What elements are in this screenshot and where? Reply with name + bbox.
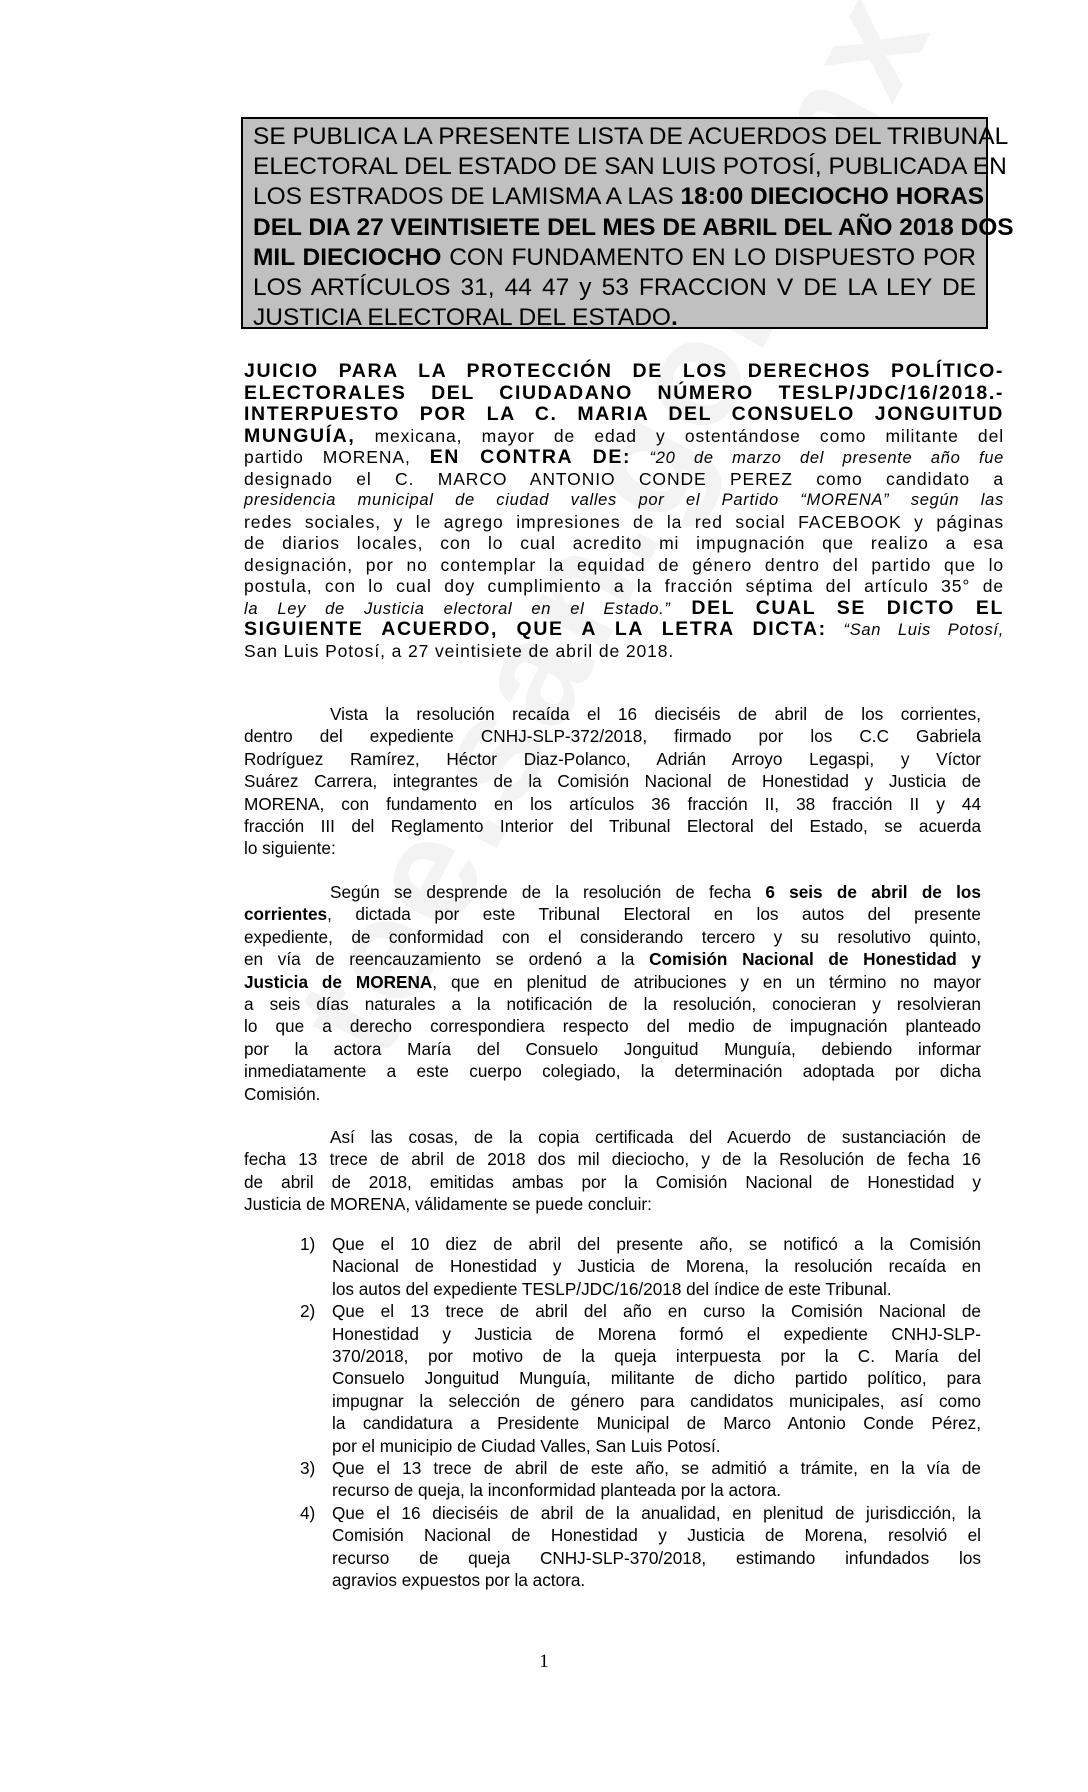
paragraph-line [244, 748, 981, 770]
text-run: inmediatamente a este cuerpo colegiado, la determinación adoptada por dicha [244, 1061, 981, 1082]
text-run: lo siguiente: [244, 838, 336, 859]
case-line [244, 447, 1004, 469]
text-run: en vía de reencauzamiento se ordenó a la [244, 949, 650, 970]
list-item-line: Que el 13 trece de abril de este año, se admitió a trámite, en la vía de [332, 1458, 981, 1479]
bold-text: 6 seis de abril de los [765, 882, 981, 902]
case-line [244, 598, 1004, 620]
text-run: Según se desprende de la resolución de fecha [330, 882, 766, 902]
paragraph-line [244, 1060, 981, 1082]
list-item-number: 3) [300, 1458, 316, 1479]
text-run: DEL CUAL SE DICTO EL [670, 596, 1004, 619]
case-line [244, 619, 1004, 641]
case-line [244, 383, 1004, 405]
notice-line [253, 213, 1014, 243]
case-summary [244, 361, 1004, 662]
text-run: partido MORENA, [244, 447, 430, 467]
text-run: mexicana, mayor de edad y ostentándose como militante del [355, 425, 1004, 446]
paragraph-line [244, 1126, 981, 1148]
text-run: ELECTORAL DEL ESTADO DE SAN LUIS POTOSÍ, PUBLICADA EN [253, 153, 1007, 181]
text-run: postula, con lo cual doy cumplimiento a la fracción séptima del artículo 35° de [244, 576, 1004, 596]
notice-line [253, 122, 1009, 152]
text-run: JUSTICIA ELECTORAL DEL ESTADO [253, 304, 671, 332]
text-run: SE PUBLICA LA PRESENTE LISTA DE ACUERDOS DEL TRIBUNAL [253, 123, 1009, 150]
paragraph-line [244, 770, 981, 792]
paragraph-line [244, 948, 981, 970]
list-item-line: Que el 10 diez de abril del presente año, se notificó a la Comisión [332, 1234, 981, 1254]
list-item-number: 2) [300, 1301, 316, 1322]
notice-line [253, 243, 976, 273]
paragraph-line [244, 837, 981, 859]
list-item-line: recurso de queja, la inconformidad planteada por la actora. [332, 1480, 782, 1501]
paragraph-line [244, 1083, 981, 1105]
paragraph-line [244, 1015, 981, 1037]
text-run: designación, por no contemplar la equidad de género dentro del partido que lo [244, 554, 1004, 575]
text-run: designado el C. MARCO ANTONIO CONDE PEREZ como candidato a [244, 468, 1004, 489]
list-item [244, 1502, 981, 1592]
bold-text: Justicia de MORENA [244, 971, 433, 992]
bold-text: MIL DIECIOCHO [253, 243, 442, 271]
text-run: “20 de marzo del presente año fue [631, 449, 1004, 467]
list-item-line: Que el 13 trece de abril del año en curso la Comisión Nacional de [332, 1301, 981, 1322]
paragraph-line [244, 1148, 981, 1170]
paragraph [244, 1126, 981, 1216]
notice-line [253, 182, 985, 212]
list-item-line: Nacional de Honestidad y Justicia de Morena, la resolución recaída en [332, 1256, 981, 1277]
case-line [244, 512, 1004, 534]
text-run: dentro del expediente CNHJ-SLP-372/2018, firmado por los C.C Gabriela [244, 726, 981, 747]
text-run: Vista la resolución recaída el 16 dieciséis de abril de los corrientes, [330, 704, 981, 724]
text-run: “San Luis Potosí, [826, 621, 1004, 639]
list-item-line: Comisión Nacional de Honestidad y Justicia de Morena, resolvió el [332, 1525, 981, 1546]
text-run: SIGUIENTE ACUERDO, QUE A LA LETRA DICTA: [244, 618, 827, 640]
list-item-number: 1) [300, 1234, 316, 1254]
text-run: presidencia municipal de ciudad valles por el Partido “MORENA” según las [244, 491, 1004, 509]
bold-text: DEL DIA 27 VEINTISIETE DEL MES DE ABRIL DEL AÑO 2018 DOS [253, 213, 1014, 241]
list-item [244, 1457, 981, 1502]
case-line [244, 533, 1004, 555]
text-run: JUICIO PARA LA PROTECCIÓN DE LOS DERECHOS POLÍTICO- [244, 360, 1004, 382]
text-run: MORENA, con fundamento en los artículos 36 fracción II, 38 fracción II y 44 [244, 793, 981, 814]
text-run: CON FUNDAMENTO EN LO DISPUESTO POR [441, 243, 977, 271]
text-run: lo que a derecho correspondiera respecto del medio de impugnación planteado [244, 1016, 981, 1037]
case-line [244, 404, 1004, 426]
text-run: por la actora María del Consuelo Jonguitud Munguía, debiendo informar [244, 1038, 981, 1059]
text-run: Comisión. [244, 1083, 321, 1104]
bold-text: . [670, 304, 678, 332]
bold-text: 18:00 DIECIOCHO HORAS [680, 183, 985, 211]
text-run: de abril de 2018, emitidas ambas por la Comisión Nacional de Honestidad y [244, 1171, 981, 1192]
case-line [244, 576, 1004, 598]
paragraph-line [244, 703, 981, 725]
notice-line [253, 273, 976, 303]
list-item-line: agravios expuestos por la actora. [332, 1570, 586, 1591]
publication-notice-box [241, 117, 1014, 332]
paragraph-line [244, 1171, 981, 1193]
list-item-line: los autos del expediente TESLP/JDC/16/2018 del índice de este Tribunal. [332, 1278, 892, 1299]
text-run: a seis días naturales a la notificación de la resolución, conocieran y resolvieran [244, 994, 981, 1015]
text-run: ELECTORALES DEL CIUDADANO NÚMERO TESLP/JDC/16/2018.- [244, 381, 1004, 404]
list-item-line: Honestidad y Justicia de Morena formó el expediente CNHJ-SLP- [332, 1323, 981, 1344]
conclusions-list [244, 1233, 981, 1592]
text-run: EN CONTRA DE: [429, 446, 632, 468]
paragraph-line [244, 971, 981, 993]
notice-line [253, 152, 1007, 182]
text-run: Así las cosas, de la copia certificada del Acuerdo de sustanciación de [330, 1127, 981, 1147]
list-item-line: Que el 16 dieciséis de abril de la anualidad, en plenitud de jurisdicción, la [332, 1502, 981, 1523]
text-run: , que en plenitud de atribuciones y en un término no mayor [432, 971, 981, 992]
text-run: fecha 13 trece de abril de 2018 dos mil dieciocho, y de la Resolución de fecha 16 [244, 1149, 981, 1170]
paragraph-line [244, 903, 981, 925]
bold-text: corrientes [244, 904, 328, 925]
notice-line [253, 303, 976, 333]
case-line [244, 555, 1004, 577]
paragraph-line [244, 725, 981, 747]
text-run: San Luis Potosí, a 27 veintisiete de abril de 2018. [244, 640, 675, 661]
paragraph-line [244, 881, 981, 903]
list-item-number: 4) [300, 1502, 316, 1523]
paragraph [244, 703, 981, 860]
text-run: fracción III del Reglamento Interior del Tribunal Electoral del Estado, se acuerda [244, 816, 981, 837]
paragraph-line [244, 815, 981, 837]
text-run: redes sociales, y le agrego impresiones de la red social FACEBOOK y páginas [244, 511, 1004, 532]
text-run: MUNGUÍA, [244, 424, 356, 447]
text-run: , dictada por este Tribunal Electoral en los autos del presente [327, 904, 981, 925]
text-run: Rodríguez Ramírez, Héctor Diaz-Polanco, Adrián Arroyo Legaspi, y Víctor [244, 748, 981, 769]
paragraph-line [244, 793, 981, 815]
text-run: LOS ESTRADOS DE LAMISMA A LAS [253, 183, 681, 211]
case-line [244, 641, 1004, 663]
paragraph [244, 881, 981, 1105]
text-run: Justicia de MORENA, válidamente se puede concluir: [244, 1194, 652, 1215]
list-item [244, 1300, 981, 1457]
case-line [244, 469, 1004, 491]
list-item [244, 1233, 981, 1300]
text-run: Suárez Carrera, integrantes de la Comisión Nacional de Honestidad y Justicia de [244, 771, 981, 792]
list-item-line: por el municipio de Ciudad Valles, San Luis Potosí. [332, 1435, 721, 1456]
text-run: expediente, de conformidad con el considerando tercero y su resolutivo quinto, [244, 926, 981, 947]
paragraph-line [244, 926, 981, 948]
text-run: de diarios locales, con lo cual acredito mi impugnación que realizo a esa [244, 533, 1004, 553]
paragraph-line [244, 1193, 981, 1215]
bold-text: Comisión Nacional de Honestidad y [649, 949, 981, 970]
list-item-line: 370/2018, por motivo de la queja interpuesta por la C. María del [332, 1346, 981, 1367]
text-run: la Ley de Justicia electoral en el Estado.” [244, 599, 671, 618]
case-line [244, 490, 1004, 512]
paragraph-line [244, 993, 981, 1015]
page-number: 1 [539, 1651, 549, 1672]
list-item-line: recurso de queja CNHJ-SLP-370/2018, estimando infundados los [332, 1547, 981, 1568]
paragraph-line [244, 1038, 981, 1060]
case-line [244, 361, 1004, 383]
case-line [244, 426, 1004, 448]
text-run: INTERPUESTO POR LA C. MARIA DEL CONSUELO JONGUITUD [244, 403, 1004, 425]
list-item-line: impugnar la selección de género para candidatos municipales, así como [332, 1390, 981, 1411]
list-item-line: Consuelo Jonguitud Munguía, militante de dicho partido político, para [332, 1368, 981, 1389]
text-run: LOS ARTÍCULOS 31, 44 47 y 53 FRACCION V DE LA LEY DE [253, 274, 976, 302]
list-item-line: la candidatura a Presidente Municipal de Marco Antonio Conde Pérez, [332, 1413, 981, 1434]
